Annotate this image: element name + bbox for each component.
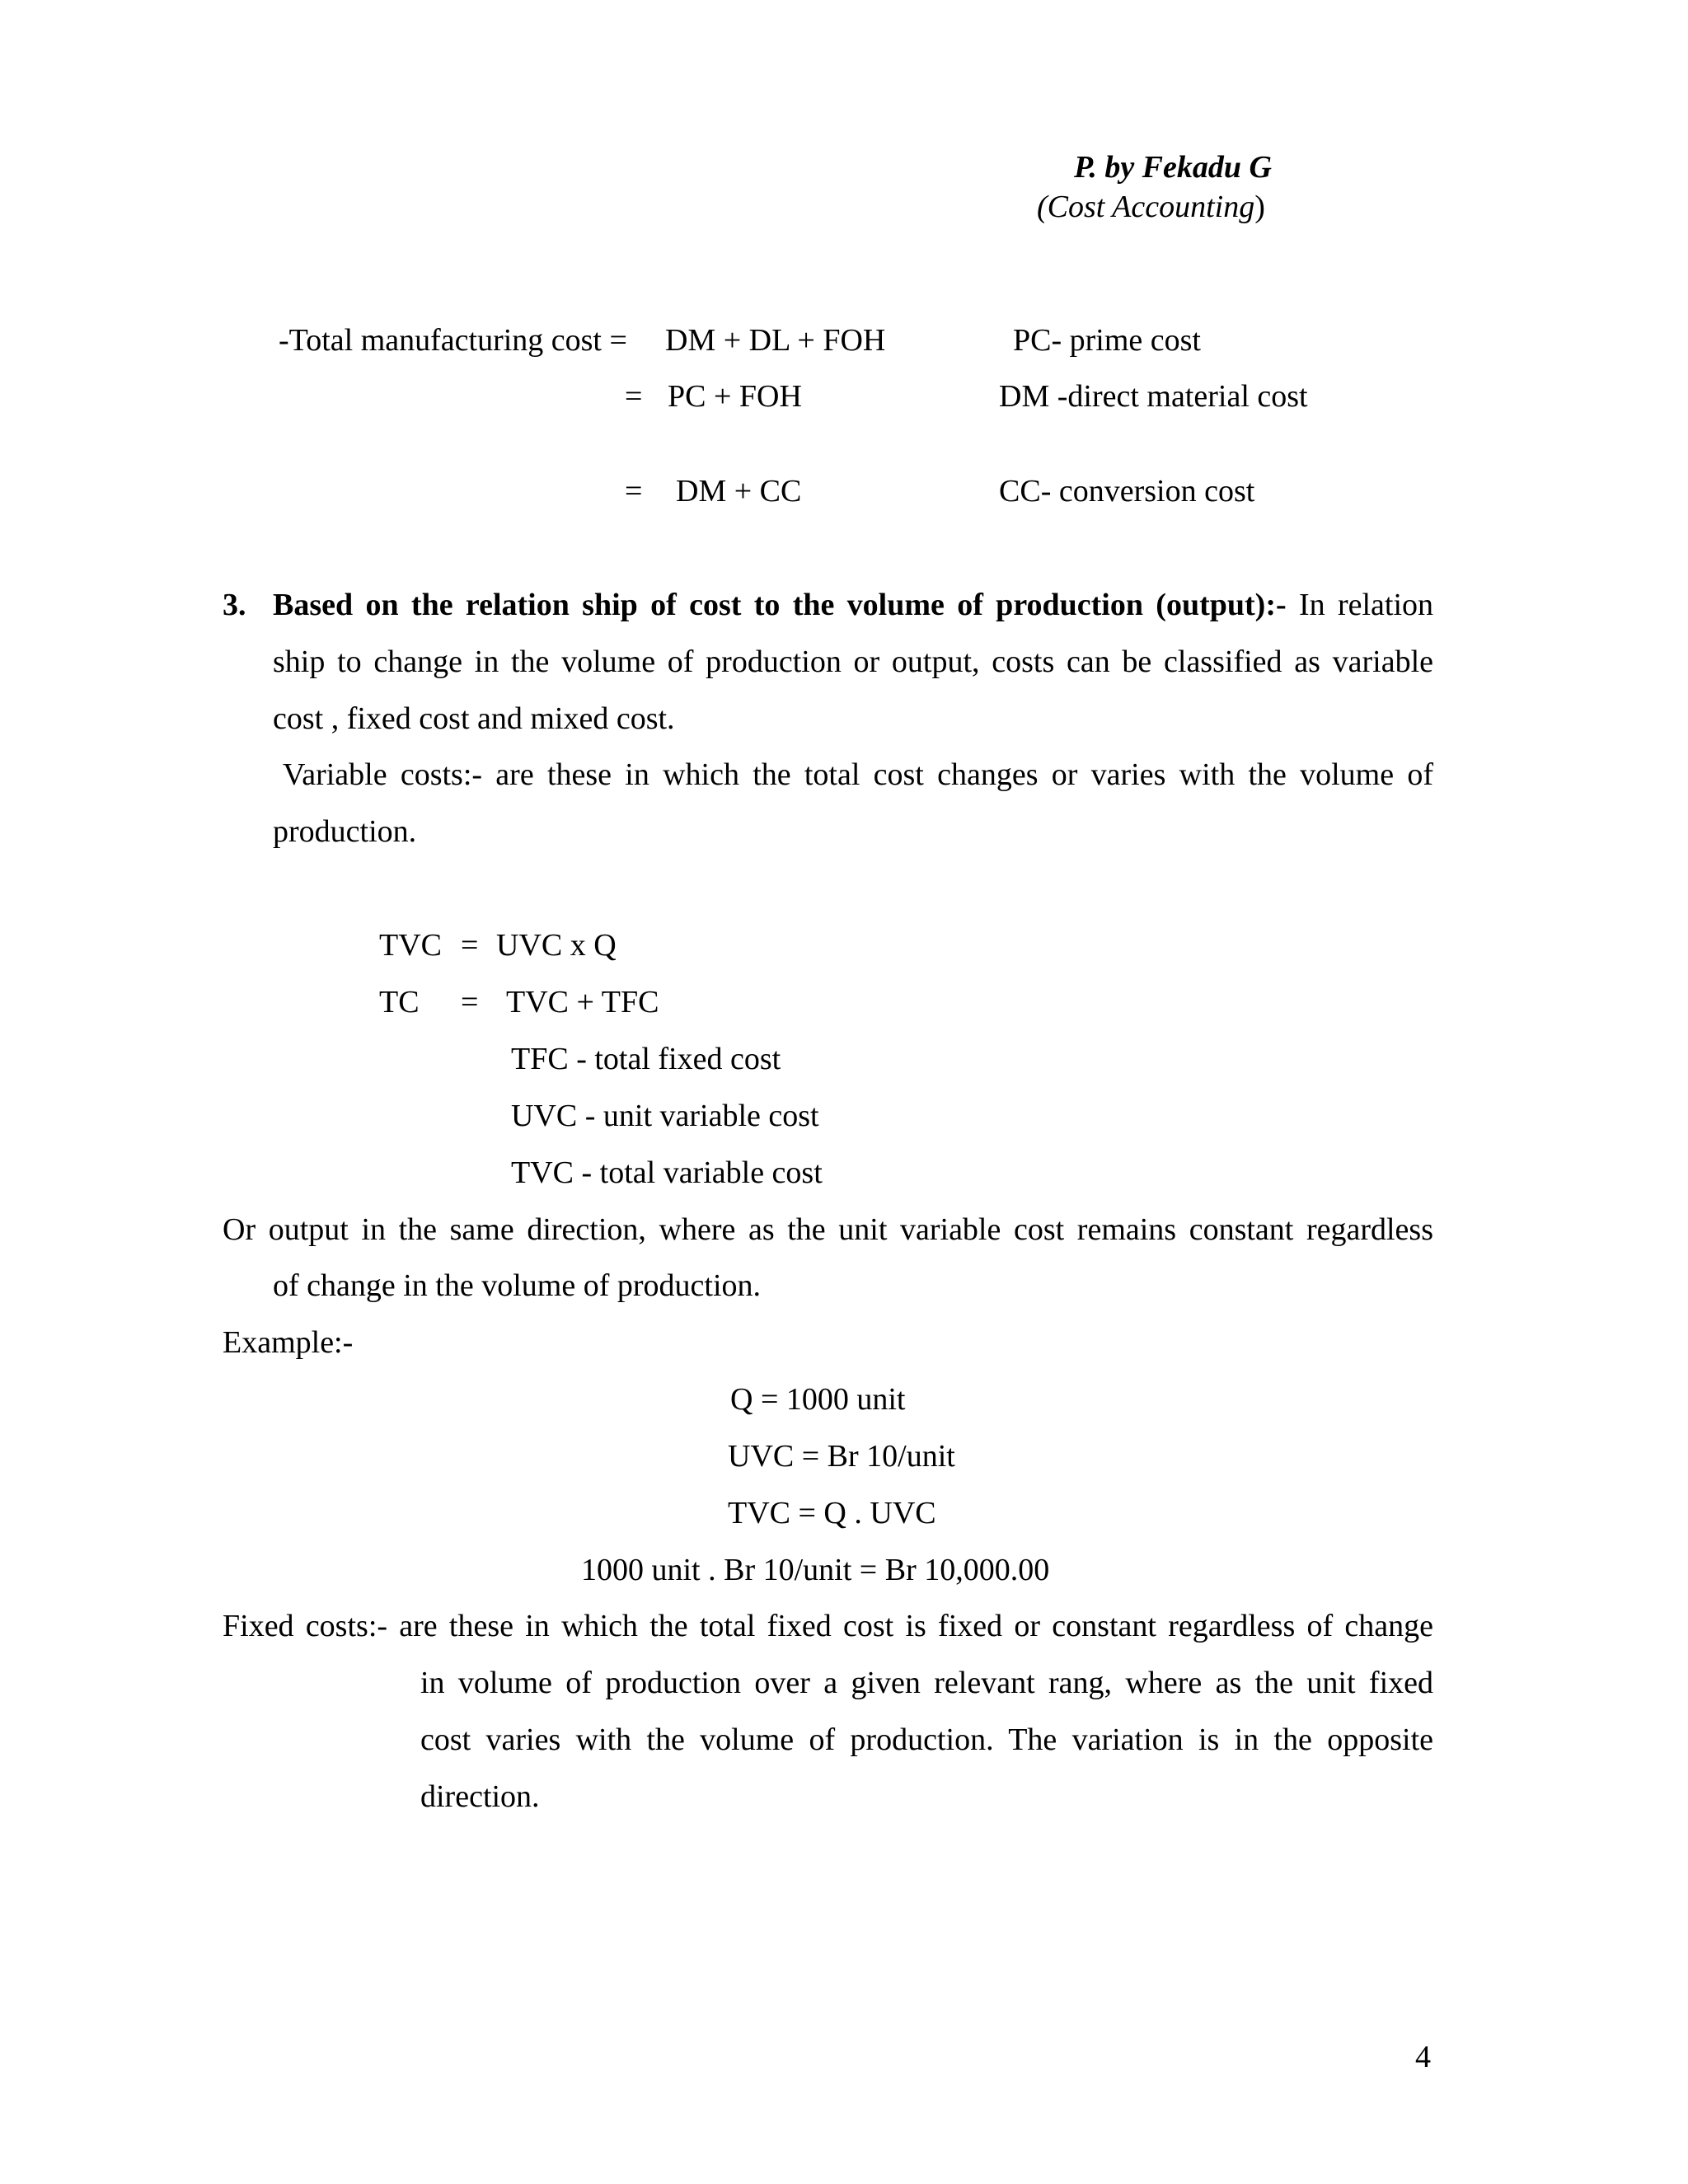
section3-line1-rest: In relation (1298, 588, 1434, 622)
direct-material-note: DM -direct material cost (999, 379, 1308, 414)
section3-heading: Based on the relation ship of cost to the volume of production (output):- (273, 588, 1287, 622)
total-mfg-cost-expr: DM + DL + FOH (665, 323, 886, 358)
uvc-definition: UVC - unit variable cost (511, 1099, 819, 1133)
variable-costs-line2: production. (273, 814, 417, 849)
variable-costs-line1: Variable costs:- are these in which the total cost changes or varies with the volume of (283, 757, 1433, 792)
example-uvc: UVC = Br 10/unit (728, 1439, 955, 1474)
tvc-equals: = (461, 928, 479, 963)
fixed-costs-line3: cost varies with the volume of production. The variation is in the opposite (420, 1722, 1433, 1757)
total-mfg-cost-label: -Total manufacturing cost = (279, 323, 627, 358)
fixed-costs-line1: Fixed costs:- are these in which the total fixed cost is fixed or constant regardless of change (223, 1609, 1433, 1643)
subject-title: Cost Accounting (1047, 190, 1255, 224)
equation3-equals: = (625, 474, 643, 509)
section3-line3: cost , fixed cost and mixed cost. (273, 701, 675, 736)
tc-label: TC (379, 985, 420, 1019)
section3-line2: ship to change in the volume of production or output, costs can be classified as variable (273, 644, 1433, 679)
section3-first-line (273, 589, 1433, 621)
prime-cost-note: PC- prime cost (1013, 323, 1201, 358)
fixed-costs-line4: direction. (420, 1779, 540, 1814)
tfc-definition: TFC - total fixed cost (511, 1042, 781, 1076)
conversion-cost-note: CC- conversion cost (999, 474, 1255, 509)
tvc-definition: TVC - total variable cost (511, 1155, 823, 1190)
example-label: Example:- (223, 1325, 354, 1360)
section3-number: 3. (223, 588, 246, 622)
output-para-line1: Or output in the same direction, where as the unit variable cost remains constant regardless (223, 1212, 1433, 1247)
equation2-expr: PC + FOH (668, 379, 802, 414)
tvc-label: TVC (379, 928, 442, 963)
page-number: 4 (1415, 2040, 1431, 2074)
author-line: P. by Fekadu G (1074, 150, 1272, 185)
subject-close-paren: ) (1254, 190, 1265, 224)
tc-expr: TVC + TFC (506, 985, 659, 1019)
equation3-expr: DM + CC (676, 474, 802, 509)
example-calculation: 1000 unit . Br 10/unit = Br 10,000.00 (581, 1553, 1050, 1587)
tvc-expr: UVC x Q (496, 928, 617, 963)
example-quantity: Q = 1000 unit (730, 1382, 906, 1417)
fixed-costs-line2: in volume of production over a given relevant rang, where as the unit fixed (420, 1666, 1433, 1700)
subject-line (1037, 191, 1265, 223)
tc-equals: = (461, 985, 479, 1019)
subject-open-paren: ( (1037, 190, 1048, 224)
output-para-line2: of change in the volume of production. (273, 1268, 762, 1303)
example-tvc-formula: TVC = Q . UVC (728, 1496, 936, 1530)
equation2-equals: = (625, 379, 643, 414)
